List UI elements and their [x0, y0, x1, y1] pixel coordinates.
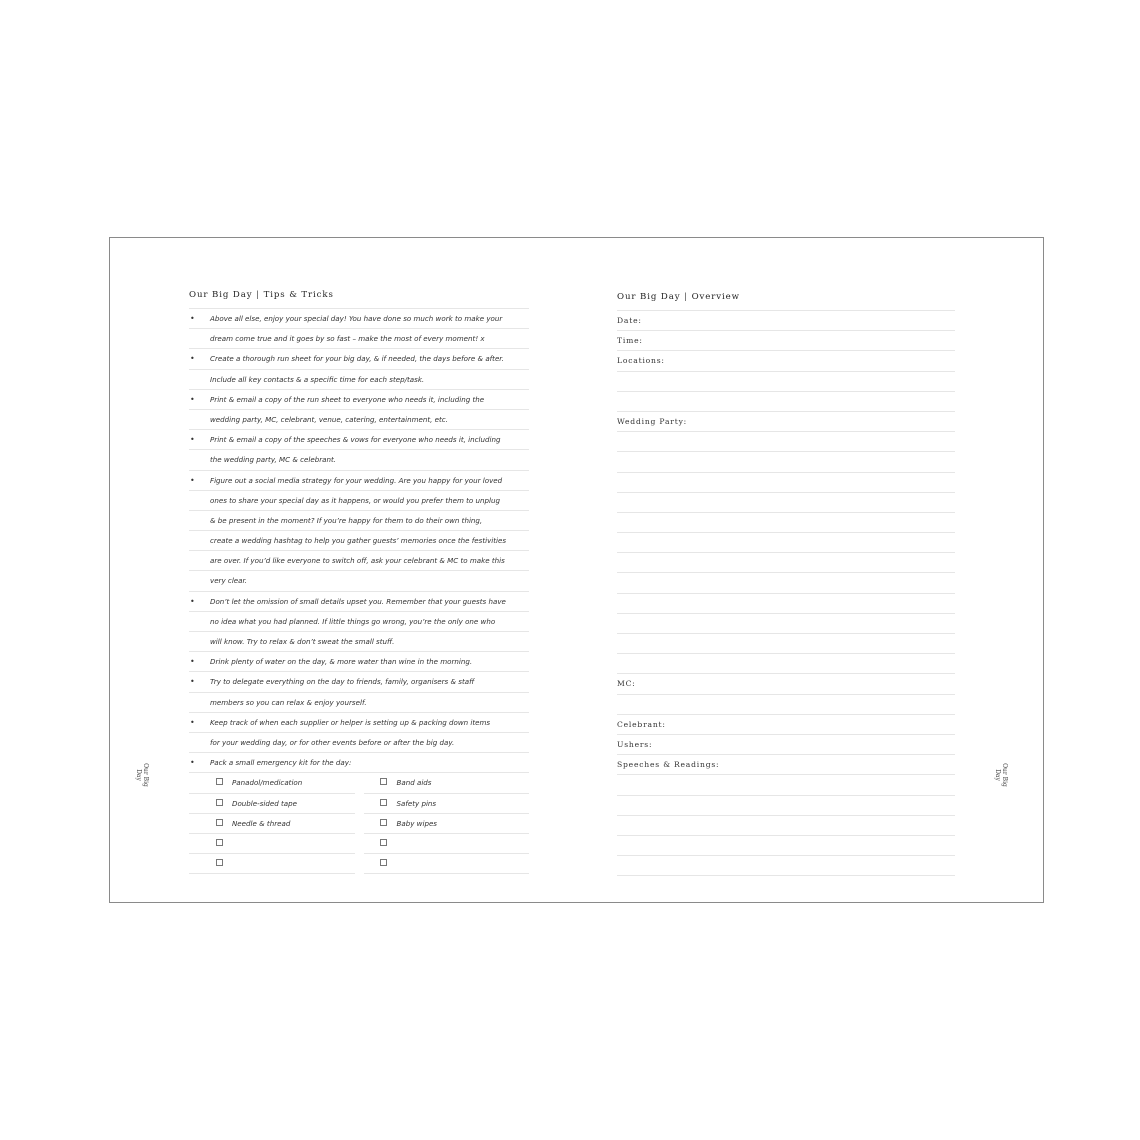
- checkbox-icon[interactable]: [216, 778, 223, 785]
- overview-page-title: [617, 284, 955, 311]
- writing-line[interactable]: [617, 573, 955, 593]
- tip-line: [189, 370, 529, 390]
- tip-text: will know. Try to relax & don’t sweat the small stuff.: [210, 637, 395, 646]
- bullet-mark: •: [190, 354, 195, 364]
- side-label-right: Our Big Day: [994, 763, 1008, 787]
- tip-text: Print & email a copy of the speeches & vows for everyone who needs it, including: [210, 435, 501, 445]
- overview-field[interactable]: MC:: [617, 674, 955, 694]
- tip-text: for your wedding day, or for other events before or after the big day.: [210, 737, 455, 747]
- writing-line[interactable]: [617, 473, 955, 493]
- writing-line[interactable]: [617, 836, 955, 856]
- overview-page: [617, 284, 955, 876]
- planner-spread: [109, 237, 1044, 903]
- tip-line: [189, 430, 529, 450]
- writing-line[interactable]: [617, 553, 955, 573]
- tip-line: [189, 571, 529, 591]
- tip-text: ones to share your special day as it happens, or would you prefer them to unplug: [210, 495, 500, 505]
- tip-line: [189, 652, 529, 672]
- tip-line: [189, 531, 529, 551]
- tip-line: [189, 713, 529, 733]
- checkbox-icon[interactable]: [380, 839, 387, 846]
- bullet-mark: •: [190, 435, 195, 445]
- tip-text: Create a thorough run sheet for your big day, & if needed, the days before & after.: [210, 354, 504, 364]
- overview-field[interactable]: Ushers:: [617, 735, 955, 755]
- tip-line: [189, 612, 529, 632]
- bullet-mark: •: [190, 677, 195, 687]
- tip-line: [189, 491, 529, 511]
- tip-line: [189, 390, 529, 410]
- tip-line: [189, 410, 529, 430]
- tips-list: [189, 309, 529, 773]
- tip-text: are over. If you’d like everyone to switch off, ask your celebrant & MC to make this: [210, 556, 505, 566]
- tip-line: [189, 592, 529, 612]
- checklist-item[interactable]: [189, 814, 355, 834]
- tip-text: Drink plenty of water on the day, & more water than wine in the morning.: [210, 657, 473, 667]
- checkbox-icon[interactable]: [216, 859, 223, 866]
- overview-field[interactable]: Locations:: [617, 351, 955, 371]
- tip-text: dream come true and it goes by so fast – make the most of every moment! x: [210, 334, 485, 344]
- checklist-label: Needle & thread: [232, 818, 291, 828]
- tip-line: [189, 551, 529, 571]
- tip-line: [189, 632, 529, 652]
- bullet-mark: •: [190, 657, 195, 667]
- tip-line: [189, 511, 529, 531]
- bullet-mark: •: [190, 596, 195, 606]
- title-main: Our Big Day: [617, 292, 681, 302]
- tip-text: members so you can relax & enjoy yourself.: [210, 697, 367, 707]
- side-label-left: Our Big Day: [135, 763, 149, 787]
- checklist-label: Panadol/medication: [232, 778, 303, 788]
- checklist-label: Safety pins: [396, 798, 437, 808]
- overview-field[interactable]: Date:: [617, 311, 955, 331]
- tip-line: [189, 753, 529, 773]
- tip-line: [189, 349, 529, 369]
- tip-text: Above all else, enjoy your special day! You have done so much work to make your: [210, 314, 503, 323]
- tip-text: Include all key contacts & a specific time for each step/task.: [210, 374, 425, 384]
- bullet-mark: •: [190, 314, 195, 323]
- tip-text: Keep track of when each supplier or helper is setting up & packing down items: [210, 717, 491, 727]
- writing-line[interactable]: [617, 856, 955, 876]
- tip-text: the wedding party, MC & celebrant.: [210, 455, 337, 465]
- tip-line: [189, 672, 529, 692]
- tips-page-title: [189, 282, 529, 309]
- checklist-item[interactable]: [364, 814, 530, 834]
- writing-line[interactable]: [617, 513, 955, 533]
- bullet-mark: •: [190, 717, 195, 727]
- bullet-mark: •: [190, 758, 195, 768]
- checklist-label: Baby wipes: [396, 818, 438, 828]
- tip-text: no idea what you had planned. If little things go wrong, you’re the only one who: [210, 616, 496, 626]
- writing-line[interactable]: [617, 594, 955, 614]
- title-section: Tips & Tricks: [263, 290, 334, 300]
- checklist-item[interactable]: [189, 854, 355, 874]
- title-main: Our Big Day: [189, 290, 253, 300]
- tip-text: Print & email a copy of the run sheet to everyone who needs it, including the: [210, 394, 485, 404]
- checkbox-icon[interactable]: [380, 819, 387, 826]
- checklist-item[interactable]: [189, 773, 355, 793]
- tip-text: wedding party, MC, celebrant, venue, catering, entertainment, etc.: [210, 414, 448, 424]
- tip-line: [189, 693, 529, 713]
- checkbox-icon[interactable]: [380, 778, 387, 785]
- checklist-item[interactable]: [364, 773, 530, 793]
- writing-line[interactable]: [617, 634, 955, 654]
- tip-text: Try to delegate everything on the day to friends, family, organisers & staff: [210, 677, 475, 687]
- tip-text: very clear.: [210, 576, 248, 586]
- writing-line[interactable]: [617, 372, 955, 392]
- checkbox-icon[interactable]: [380, 859, 387, 866]
- bullet-mark: •: [190, 394, 195, 404]
- tip-text: Don’t let the omission of small details upset you. Remember that your guests have: [210, 596, 506, 606]
- overview-fields: [617, 311, 955, 876]
- tip-text: Figure out a social media strategy for your wedding. Are you happy for your loved: [210, 475, 503, 485]
- writing-line[interactable]: [617, 775, 955, 795]
- tips-page: [189, 282, 529, 874]
- writing-line[interactable]: [617, 695, 955, 715]
- writing-line[interactable]: [617, 816, 955, 836]
- checklist-item[interactable]: [364, 834, 530, 854]
- overview-field[interactable]: Time:: [617, 331, 955, 351]
- checklist-item[interactable]: [364, 794, 530, 814]
- checkbox-icon[interactable]: [380, 799, 387, 806]
- checkbox-icon[interactable]: [216, 799, 223, 806]
- tip-text: create a wedding hashtag to help you gather guests’ memories once the festivities: [210, 536, 507, 546]
- writing-line[interactable]: [617, 452, 955, 472]
- checklist-item[interactable]: [189, 794, 355, 814]
- title-separator: |: [256, 290, 260, 300]
- tip-line: [189, 450, 529, 470]
- tip-text: Pack a small emergency kit for the day:: [210, 758, 352, 768]
- tip-line: [189, 309, 529, 329]
- bullet-mark: •: [190, 475, 195, 485]
- title-section: Overview: [691, 292, 740, 302]
- tip-line: [189, 329, 529, 349]
- title-separator: |: [684, 292, 688, 302]
- tip-line: [189, 471, 529, 491]
- emergency-kit-checklist: [189, 773, 529, 874]
- overview-field[interactable]: Speeches & Readings:: [617, 755, 955, 775]
- tip-line: [189, 733, 529, 753]
- checkbox-icon[interactable]: [216, 819, 223, 826]
- checklist-label: Band aids: [396, 778, 432, 788]
- checklist-item[interactable]: [364, 854, 530, 874]
- writing-line[interactable]: [617, 796, 955, 816]
- overview-field[interactable]: Celebrant:: [617, 715, 955, 735]
- kit-column-2: [364, 773, 530, 874]
- checkbox-icon[interactable]: [216, 839, 223, 846]
- writing-line[interactable]: [617, 392, 955, 412]
- writing-line[interactable]: [617, 432, 955, 452]
- overview-field[interactable]: Wedding Party:: [617, 412, 955, 432]
- writing-line[interactable]: [617, 533, 955, 553]
- tip-text: & be present in the moment? If you’re happy for them to do their own thing,: [210, 515, 483, 525]
- kit-column-1: [189, 773, 355, 874]
- writing-line[interactable]: [617, 493, 955, 513]
- checklist-label: Double-sided tape: [232, 798, 297, 808]
- writing-line[interactable]: [617, 654, 955, 674]
- checklist-item[interactable]: [189, 834, 355, 854]
- writing-line[interactable]: [617, 614, 955, 634]
